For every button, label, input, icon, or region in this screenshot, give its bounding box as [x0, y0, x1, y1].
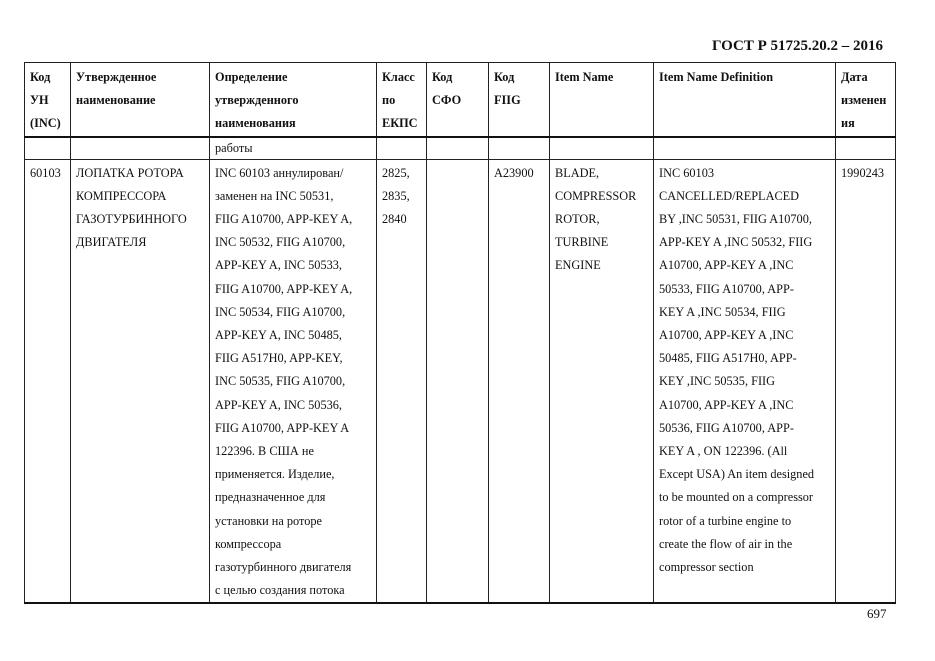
- text-line: ROTOR,: [555, 212, 600, 227]
- text-line: ЛОПАТКА РОТОРА: [76, 165, 184, 180]
- text-line: KEY A ,INC 50534, FIIG: [659, 304, 786, 319]
- text-line: INC 50532, FIIG A10700,: [215, 235, 346, 250]
- text-line: Дата: [841, 70, 868, 84]
- text-line: KEY A , ON 122396. (All: [659, 444, 788, 459]
- text-line: FIIG A10700, APP-KEY A: [215, 420, 350, 435]
- text-line: заменен на INC 50531,: [215, 188, 334, 203]
- cell-date: 1990243: [836, 159, 896, 603]
- text-line: APP-KEY A, INC 50536,: [215, 397, 342, 412]
- cell-item-name-definition: [654, 159, 836, 603]
- text-line: rotor of a turbine engine to: [659, 513, 792, 528]
- text-line: Except USA) An item designed: [659, 467, 815, 482]
- cell-inc: 60103: [25, 159, 71, 603]
- text-line: INC 50534, FIIG A10700,: [215, 304, 346, 319]
- text-line: с целью создания потока: [215, 583, 345, 598]
- text-line: (INC): [30, 116, 61, 131]
- text-line: BY ,INC 50531, FIIG A10700,: [659, 212, 812, 227]
- cell-empty: [71, 137, 210, 160]
- text-line: утвержденного: [215, 93, 299, 108]
- text-line: 2835,: [382, 188, 410, 203]
- text-line: INC 50535, FIIG A10700,: [215, 374, 346, 389]
- cell-empty: [427, 137, 489, 160]
- col-header-approved-name: [71, 63, 210, 137]
- col-header-item-name-definition: [654, 63, 836, 137]
- col-header-definition: [210, 63, 377, 137]
- col-header-inc: [25, 63, 71, 137]
- text-line: FIIG A10700, APP-KEY A,: [215, 281, 353, 296]
- text-line: УН: [30, 93, 49, 108]
- text-line: FIIG A10700, APP-KEY A,: [215, 212, 353, 227]
- document-header-id: ГОСТ Р 51725.20.2 – 2016: [712, 38, 884, 54]
- text-line: KEY ,INC 50535, FIIG: [659, 374, 776, 389]
- text-line: установки на роторе: [215, 513, 322, 528]
- text-line: 122396. В США не: [215, 444, 314, 459]
- col-header-fiig: [489, 63, 550, 137]
- table-row: [25, 159, 896, 603]
- text-line: ENGINE: [555, 258, 601, 273]
- cell-empty: [377, 137, 427, 160]
- text-line: наименования: [215, 116, 296, 131]
- text-line: Утвержденное: [76, 70, 157, 84]
- text-line: Код: [494, 70, 515, 84]
- cell-empty: [489, 137, 550, 160]
- text-line: COMPRESSOR: [555, 188, 637, 203]
- cell-empty: [836, 137, 896, 160]
- nomenclature-table: [24, 62, 896, 604]
- table-header-row: [25, 63, 896, 137]
- text-line: A10700, APP-KEY A ,INC: [659, 397, 794, 412]
- text-line: 2840: [382, 212, 407, 227]
- text-line: 50533, FIIG A10700, APP-: [659, 281, 794, 296]
- text-line: предназначенное для: [215, 490, 326, 505]
- cell-definition-continuation: работы: [210, 137, 377, 160]
- text-line: ГАЗОТУРБИННОГО: [76, 212, 187, 227]
- text-line: Класс: [382, 70, 415, 84]
- col-header-date: [836, 63, 896, 137]
- cell-item-name: [550, 159, 654, 603]
- cell-empty: [25, 137, 71, 160]
- text-line: 50485, FIIG A517H0, APP-: [659, 351, 797, 366]
- page-number: 697: [867, 606, 887, 621]
- text-line: Определение: [215, 70, 288, 84]
- cell-definition: [210, 159, 377, 603]
- text-line: Код: [432, 70, 453, 84]
- text-line: FIIG: [494, 93, 521, 108]
- text-line: наименование: [76, 93, 156, 108]
- text-line: APP-KEY A ,INC 50532, FIIG: [659, 235, 813, 250]
- text-line: CANCELLED/REPLACED: [659, 188, 800, 203]
- text-line: create the flow of air in the: [659, 536, 793, 551]
- text-line: Item Name: [555, 70, 614, 84]
- text-line: по: [382, 93, 396, 108]
- text-line: APP-KEY A, INC 50533,: [215, 258, 342, 273]
- text-line: изменен: [841, 93, 887, 108]
- col-header-class: [377, 63, 427, 137]
- text-line: A10700, APP-KEY A ,INC: [659, 258, 794, 273]
- text-line: to be mounted on a compressor: [659, 490, 814, 505]
- text-line: СФО: [432, 93, 462, 108]
- text-line: ЕКПС: [382, 116, 418, 131]
- cell-sfo: [427, 159, 489, 603]
- text-line: КОМПРЕССОРА: [76, 188, 167, 203]
- cell-approved-name: [71, 159, 210, 603]
- text-line: ДВИГАТЕЛЯ: [76, 235, 147, 250]
- cell-empty: [654, 137, 836, 160]
- col-header-sfo: [427, 63, 489, 137]
- text-line: A10700, APP-KEY A ,INC: [659, 328, 794, 343]
- text-line: 50536, FIIG A10700, APP-: [659, 420, 794, 435]
- cell-class: [377, 159, 427, 603]
- cell-fiig: A23900: [489, 159, 550, 603]
- col-header-item-name: [550, 63, 654, 137]
- text-line: ия: [841, 116, 855, 131]
- text-line: компрессора: [215, 536, 282, 551]
- text-line: Item Name Definition: [659, 70, 774, 84]
- text-line: Код: [30, 70, 51, 84]
- text-line: INC 60103 аннулирован/: [215, 165, 344, 180]
- text-line: TURBINE: [555, 235, 609, 250]
- text-line: применяется. Изделие,: [215, 467, 335, 482]
- text-line: INC 60103: [659, 165, 714, 180]
- text-line: 2825,: [382, 165, 410, 180]
- text-line: APP-KEY A, INC 50485,: [215, 328, 342, 343]
- text-line: compressor section: [659, 560, 754, 575]
- cell-empty: [550, 137, 654, 160]
- text-line: BLADE,: [555, 165, 600, 180]
- text-line: FIIG A517H0, APP-KEY,: [215, 351, 343, 366]
- text-line: газотурбинного двигателя: [215, 560, 352, 575]
- table-row-continuation: [25, 137, 896, 160]
